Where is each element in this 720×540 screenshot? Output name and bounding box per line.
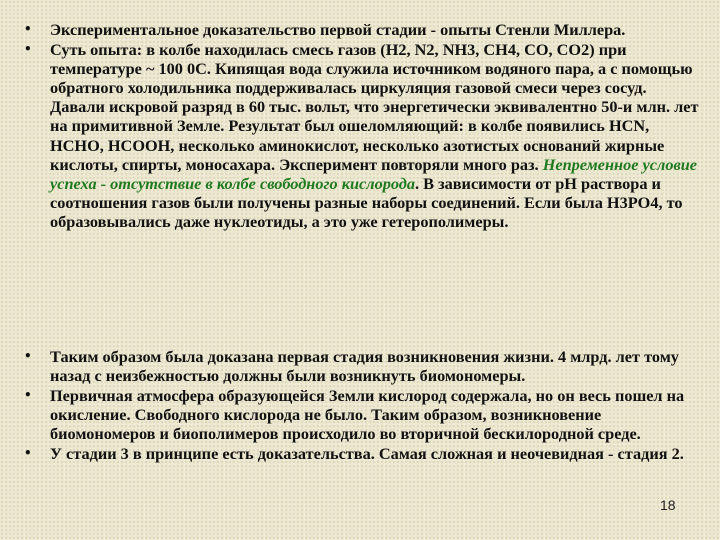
bullet-item-stage-three: [24, 444, 700, 463]
highlight-text: Непременное условие успеха - отсутствие в колбе свободного кислорода: [50, 154, 698, 193]
bullet-text: Суть опыта: в колбе находилась смесь газов (H2, N2, NH3, CH4, CO, CO2) при температуре ~ 100 0C. Кипящая вода служила источником водяного пара, а с помощью обратного холодильника поддерживалась циркуляция газовой смеси через сосуд. Давали искровой разряд в 60 тыс. вольт, что энергетически эквивалентно 50-и млн. лет на примитивной Земле. Результат был ошеломляющий: в колбе появились HCN, HCHO, HCOOH, несколько аминокислот, несколько азотистых оснований жирные кислоты, спирты, моносахара. Эксперимент повторяли много раз.: [50, 40, 699, 174]
bullet-item-experiment-essence: [24, 40, 700, 231]
page-number: 18: [660, 497, 676, 513]
bullet-item-miller-experiments: [24, 20, 700, 39]
bullet-text-continued: . В зависимости от pH раствора и соотношения газов были получены разные наборы соединений. Если была H3PO4, то образовывались даже нуклеотиды, а это уже гетерополимеры.: [50, 173, 683, 231]
bullet-item-primary-atmosphere: [24, 386, 700, 443]
bullet-icon: •: [24, 388, 32, 403]
bullet-text: Первичная атмосфера образующейся Земли кислород содержала, но он весь пошел на окисление. Свободного кислорода не было. Таким образом, возникновение биомономеров и биополимеров происходило во вторичной бескилородной среде.: [50, 386, 685, 444]
bullet-text: У стадии 3 в принципе есть доказательства. Самая сложная и неочевидная - стадия 2.: [50, 444, 684, 464]
bullet-list-top: [24, 20, 700, 232]
bullet-icon: •: [24, 349, 32, 363]
bullet-icon: •: [24, 42, 32, 57]
bullet-text: Таким образом была доказана первая стадия возникновения жизни. 4 млрд. лет тому назад с неизбежностью должны были возникнуть биомономеры.: [50, 347, 679, 386]
bullet-list-bottom: [24, 347, 700, 465]
bullet-icon: •: [24, 446, 32, 461]
bullet-item-first-stage-proven: [24, 347, 700, 385]
bullet-icon: •: [24, 22, 32, 36]
bullet-text: Экспериментальное доказательство первой стадии - опыты Стенли Миллера.: [50, 20, 626, 39]
